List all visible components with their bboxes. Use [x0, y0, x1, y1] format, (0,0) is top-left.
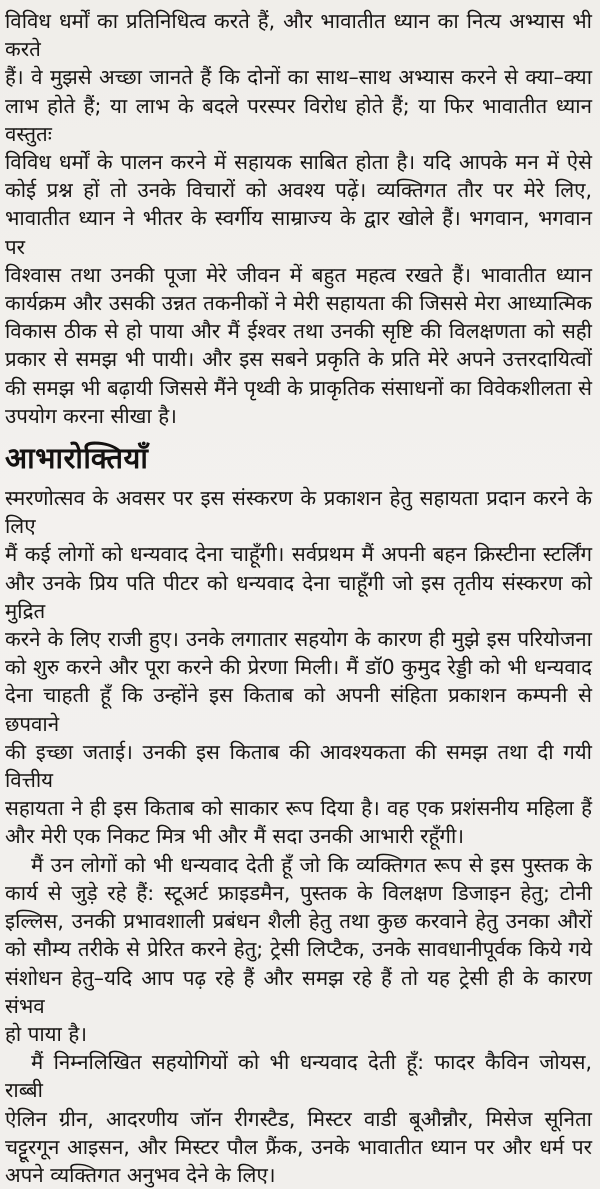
- section-heading: आभारोक्तियाँ: [5, 441, 149, 476]
- text-line: हैं। वे मुझसे अच्छा जानते हैं कि दोनों का साथ–साथ अभ्यास करने से क्या–क्या: [5, 65, 592, 90]
- text-line: अपने व्यक्तिगत अनुभव देने के लिए।: [5, 1162, 276, 1187]
- text-line: मैं निम्नलिखित सहयोगियों को भी धन्यवाद देती हूँ: फादर कैविन जोयस, राब्बी: [5, 1050, 592, 1103]
- text-line: कार्यक्रम और उसकी उन्नत तकनीकों ने मेरी सहायता की जिससे मेरा आध्यात्मिक: [5, 291, 592, 316]
- text-line: मैं उन लोगों को भी धन्यवाद देती हूँ जो कि व्यक्तिगत रूप से इस पुस्तक के: [31, 852, 592, 877]
- page-content: [5, 7, 592, 1189]
- text-line: उपयोग करना सीखा है।: [5, 403, 177, 428]
- text-line: भावातीत ध्यान ने भीतर के स्वर्गीय साम्राज्य के द्वार खोले हैं। भगवान, भगवान पर: [5, 206, 592, 259]
- text-line: कार्य से जुड़े रहे हैं: स्टूअर्ट फ्राइडमैन, पुस्तक के विलक्षण डिजाइन हेतु; टोनी: [5, 880, 592, 905]
- body-paragraph: [5, 1048, 592, 1189]
- text-line: लाभ होते हैं; या लाभ के बदले परस्पर विरोध होते हैं; या फिर भावातीत ध्यान वस्तुतः: [5, 93, 592, 146]
- text-line: प्रकार से समझ भी पायी। और इस सबने प्रकृति के प्रति मेरे अपने उत्तरदायित्वों: [5, 347, 592, 372]
- body-paragraph: [5, 7, 592, 430]
- text-line: करने के लिए राजी हुए। उनके लगातार सहयोग के कारण ही मुझे इस परियोजना: [5, 627, 592, 652]
- text-line: की समझ भी बढ़ायी जिससे मैंने पृथ्वी के प्राकृतिक संसाधनों का विवेकशीलता से: [5, 375, 592, 400]
- text-line: को सौम्य तरीके से प्रेरित करने हेतु; ट्रेसी लिप्टैक, उनके सावधानीपूर्वक किये गये: [5, 937, 592, 962]
- text-line: विविध धर्मों के पालन करने में सहायक साबित होता है। यदि आपके मन में ऐसे: [5, 150, 592, 175]
- text-line: विश्वास तथा उनकी पूजा मेरे जीवन में बहुत महत्व रखते हैं। भावातीत ध्यान: [5, 262, 592, 287]
- text-line: विविध धर्मों का प्रतिनिधित्व करते हैं, और भावातीत ध्यान का नित्य अभ्यास भी करते: [5, 9, 592, 62]
- text-line: कोई प्रश्न हों तो उनके विचारों को अवश्य पढ़ें। व्यक्तिगत तौर पर मेरे लिए,: [5, 178, 592, 203]
- body-paragraph: [5, 484, 592, 851]
- text-line: विकास ठीक से हो पाया और मैं ईश्वर तथा उनकी सृष्टि की विलक्षणता को सही: [5, 319, 592, 344]
- text-line: और मेरी एक निकट मित्र भी और मैं सदा उनकी आभारी रहूँगी।: [5, 824, 465, 849]
- text-line: मैं कई लोगों को धन्यवाद देना चाहूँगी। सर्वप्रथम मैं अपनी बहन क्रिस्टीना स्टर्लिंग: [5, 542, 592, 567]
- text-line: और उनके प्रिय पति पीटर को धन्यवाद देना चाहूँगी जो इस तृतीय संस्करण को मुद्रित: [5, 570, 592, 623]
- body-paragraph: [5, 851, 592, 1048]
- text-line: को शुरु करने और पूरा करने की प्रेरणा मिली। मैं डॉ0 कुमुद रेड्डी को भी धन्यवाद: [5, 655, 592, 680]
- text-line: स्मरणोत्सव के अवसर पर इस संस्करण के प्रकाशन हेतु सहायता प्रदान करने के लिए: [5, 486, 592, 539]
- text-line: ऐलिन ग्रीन, आदरणीय जॉन रीगस्टैड, मिस्टर वाडी बूऔन्नौर, मिसेज सूनिता: [5, 1106, 592, 1131]
- text-line: संशोधन हेतु–यदि आप पढ़ रहे हैं और समझ रहे हैं तो यह ट्रेसी ही के कारण संभव: [5, 965, 592, 1018]
- text-line: सहायता ने ही इस किताब को साकार रूप दिया है। वह एक प्रशंसनीय महिला हैं: [5, 796, 592, 821]
- text-line: देना चाहती हूँ कि उन्होंने इस किताब को अपनी संहिता प्रकाशन कम्पनी से छपवाने: [5, 683, 592, 736]
- text-line: की इच्छा जताई। उनकी इस किताब की आवश्यकता की समझ तथा दी गयी वित्तीय: [5, 739, 592, 793]
- text-line: इल्लिस, उनकी प्रभावशाली प्रबंधन शैली हेतु तथा कुछ करवाने हेतु उनका औरों: [5, 909, 592, 934]
- text-line: चट्टूरगून आइसन, और मिस्टर पौल फ्रैंक, उनके भावातीत ध्यान पर और धर्म पर: [5, 1134, 592, 1159]
- text-line: हो पाया है।: [5, 1021, 88, 1046]
